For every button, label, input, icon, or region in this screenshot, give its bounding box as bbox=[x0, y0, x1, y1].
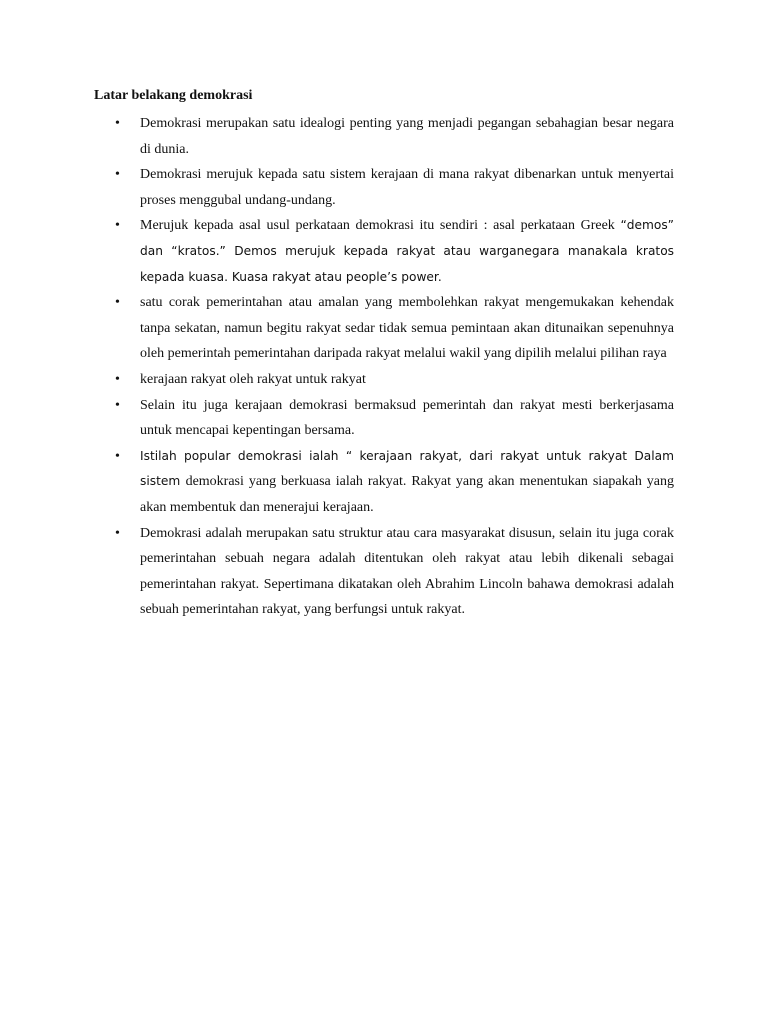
bullet-text-serif: demokrasi yang berkuasa ialah rakyat. Rakyat yang akan menentukan siapakah yang akan membentuk dan menerajui kerajaan. bbox=[140, 474, 675, 515]
bullet-text: Demokrasi adalah merupakan satu struktur atau cara masyarakat disusun, selain itu juga corak pemerintahan sebuah negara adalah ditentukan oleh rakyat atau lebih dikenali sebagai pemerintahan rakyat. Sepertimana dikatakan oleh Abrahim Lincoln bahawa demokrasi adalah sebuah pemerintahan rakyat, yang berfungsi untuk rakyat. bbox=[140, 525, 674, 618]
bullet-item-2 bbox=[94, 162, 674, 213]
document-heading: Latar belakang demokrasi bbox=[94, 88, 253, 103]
bullet-item-7 bbox=[94, 444, 674, 521]
bullet-text: kerajaan rakyat oleh rakyat untuk rakyat bbox=[140, 371, 366, 387]
bullet-item-6 bbox=[94, 393, 674, 444]
bullet-item-4 bbox=[94, 290, 674, 367]
bullet-list bbox=[94, 111, 674, 623]
bullet-text: Demokrasi merujuk kepada satu sistem kerajaan di mana rakyat dibenarkan untuk menyertai proses menggubal undang-undang. bbox=[140, 167, 674, 208]
bullet-text: satu corak pemerintahan atau amalan yang membolehkan rakyat mengemukakan kehendak tanpa sekatan, namun begitu rakyat sedar tidak semua pemintaan akan ditunaikan sepenuhnya oleh pemerintah pemerintahan daripada rakyat melalui wakil yang dipilih melalui pilihan raya bbox=[140, 295, 674, 362]
bullet-item-1 bbox=[94, 111, 674, 162]
bullet-text: Selain itu juga kerajaan demokrasi bermaksud pemerintah dan rakyat mesti berkerjasama untuk mencapai kepentingan bersama. bbox=[140, 397, 674, 439]
bullet-item-5 bbox=[94, 367, 674, 393]
bullet-text-sans: Istilah popular demokrasi ialah “ kerajaan rakyat, dari rakyat untuk rakyat Dalam sistem bbox=[140, 448, 674, 489]
bullet-item-8 bbox=[94, 521, 674, 623]
bullet-text-serif: Merujuk kepada asal usul perkataan demokrasi itu sendiri : asal perkataan Greek bbox=[140, 218, 621, 234]
bullet-item-3 bbox=[94, 213, 674, 290]
bullet-text: Demokrasi merupakan satu idealogi penting yang menjadi pegangan sebahagian besar negara di dunia. bbox=[140, 116, 674, 157]
bullet-text-sans: “demos” dan “kratos.” Demos merujuk kepada rakyat atau warganegara manakala kratos kepada kuasa. Kuasa rakyat atau people’s power. bbox=[140, 218, 674, 284]
